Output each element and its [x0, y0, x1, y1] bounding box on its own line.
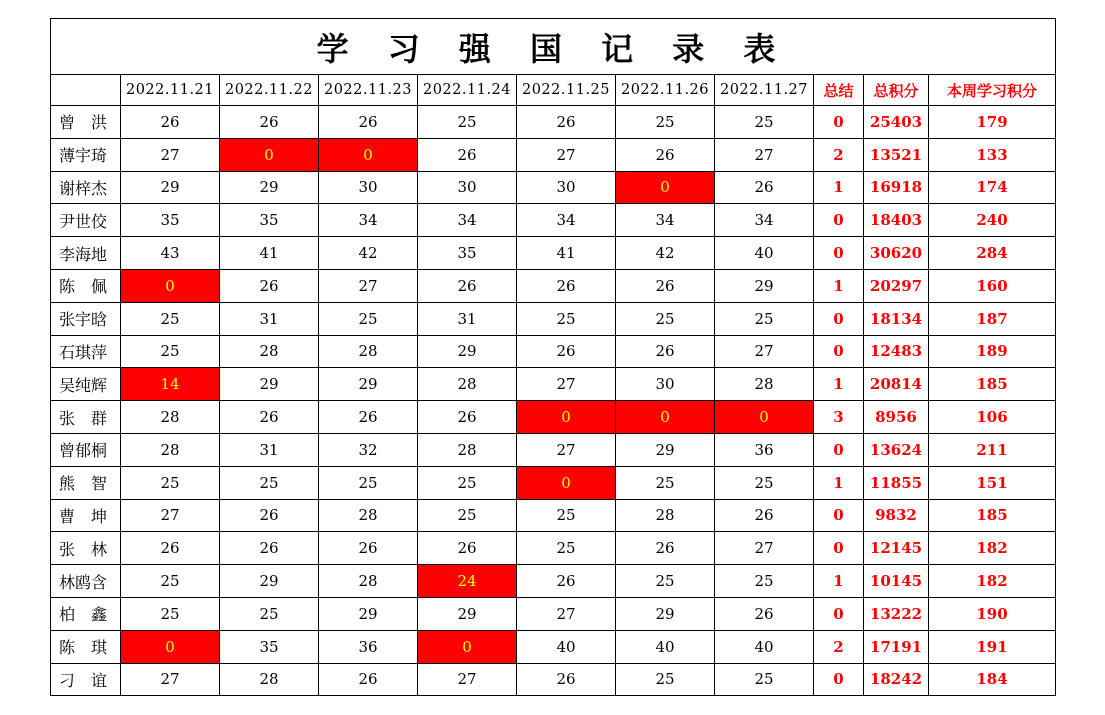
table-row: [51, 269, 1056, 302]
weekly-points-cell: 184: [929, 663, 1056, 696]
total-points-cell: 13521: [864, 138, 929, 171]
score-cell: 36: [319, 630, 418, 663]
weekly-points-cell: 240: [929, 204, 1056, 237]
total-points-cell: 13222: [864, 597, 929, 630]
total-points-cell: 11855: [864, 466, 929, 499]
score-cell: 25: [715, 302, 814, 335]
score-cell: 27: [517, 368, 616, 401]
score-cell: 26: [418, 401, 517, 434]
score-cell: 25: [616, 106, 715, 139]
score-cell-highlighted: 0: [418, 630, 517, 663]
weekly-points-cell: 160: [929, 269, 1056, 302]
score-cell: 35: [220, 204, 319, 237]
name-cell: 刁 谊: [51, 663, 121, 696]
score-cell: 26: [220, 499, 319, 532]
score-cell: 34: [715, 204, 814, 237]
score-cell: 26: [319, 106, 418, 139]
score-cell: 34: [319, 204, 418, 237]
score-cell: 31: [220, 302, 319, 335]
score-cell: 25: [517, 532, 616, 565]
score-cell: 28: [418, 433, 517, 466]
score-cell: 26: [715, 171, 814, 204]
score-cell-highlighted: 0: [715, 401, 814, 434]
score-cell: 26: [220, 401, 319, 434]
score-cell: 30: [319, 171, 418, 204]
score-cell: 27: [715, 335, 814, 368]
weekly-points-cell: 151: [929, 466, 1056, 499]
score-cell: 28: [319, 565, 418, 598]
score-cell: 31: [418, 302, 517, 335]
score-cell: 26: [319, 663, 418, 696]
score-cell: 41: [220, 237, 319, 270]
name-cell: 陈 琪: [51, 630, 121, 663]
score-cell: 26: [616, 269, 715, 302]
score-cell: 28: [319, 335, 418, 368]
score-cell: 34: [616, 204, 715, 237]
score-cell-highlighted: 0: [517, 466, 616, 499]
score-cell: 34: [418, 204, 517, 237]
record-table: [50, 18, 1056, 696]
score-cell: 40: [715, 237, 814, 270]
score-cell: 26: [517, 335, 616, 368]
score-cell: 26: [418, 269, 517, 302]
score-cell: 29: [418, 597, 517, 630]
score-cell: 42: [616, 237, 715, 270]
summary-cell: 1: [814, 565, 864, 598]
score-cell: 29: [418, 335, 517, 368]
score-cell: 25: [715, 466, 814, 499]
score-cell: 42: [319, 237, 418, 270]
table-row: [51, 302, 1056, 335]
score-cell: 28: [220, 663, 319, 696]
header-row: [51, 75, 1056, 106]
score-cell-highlighted: 24: [418, 565, 517, 598]
weekly-points-cell: 182: [929, 532, 1056, 565]
total-points-cell: 12145: [864, 532, 929, 565]
summary-cell: 1: [814, 466, 864, 499]
score-cell: 40: [616, 630, 715, 663]
score-cell: 43: [121, 237, 220, 270]
weekly-points-cell: 189: [929, 335, 1056, 368]
summary-cell: 3: [814, 401, 864, 434]
header-date-cell: 2022.11.23: [319, 75, 418, 106]
weekly-points-cell: 174: [929, 171, 1056, 204]
score-cell: 26: [517, 663, 616, 696]
score-cell: 29: [319, 597, 418, 630]
score-cell: 25: [616, 663, 715, 696]
score-cell-highlighted: 0: [616, 401, 715, 434]
score-cell: 25: [517, 499, 616, 532]
score-cell: 26: [715, 597, 814, 630]
total-points-cell: 17191: [864, 630, 929, 663]
score-cell: 25: [616, 466, 715, 499]
summary-cell: 1: [814, 269, 864, 302]
summary-cell: 0: [814, 433, 864, 466]
table-row: [51, 597, 1056, 630]
score-cell: 26: [319, 532, 418, 565]
name-cell: 石琪萍: [51, 335, 121, 368]
score-cell: 27: [517, 138, 616, 171]
table-title: 学 习 强 国 记 录 表: [51, 19, 1056, 75]
total-points-cell: 9832: [864, 499, 929, 532]
header-summary-cell: 总结: [814, 75, 864, 106]
score-cell: 26: [220, 532, 319, 565]
score-cell: 40: [517, 630, 616, 663]
table-row: [51, 466, 1056, 499]
score-cell: 30: [616, 368, 715, 401]
score-cell: 27: [517, 597, 616, 630]
total-points-cell: 18403: [864, 204, 929, 237]
total-points-cell: 18242: [864, 663, 929, 696]
name-cell: 谢梓杰: [51, 171, 121, 204]
score-cell: 26: [517, 269, 616, 302]
score-cell: 25: [319, 466, 418, 499]
score-cell: 27: [517, 433, 616, 466]
header-weekly-cell: 本周学习积分: [929, 75, 1056, 106]
total-points-cell: 12483: [864, 335, 929, 368]
weekly-points-cell: 284: [929, 237, 1056, 270]
score-cell: 25: [319, 302, 418, 335]
summary-cell: 0: [814, 302, 864, 335]
score-cell: 27: [121, 138, 220, 171]
score-cell: 28: [220, 335, 319, 368]
summary-cell: 0: [814, 237, 864, 270]
name-cell: 曾 洪: [51, 106, 121, 139]
table-row: [51, 368, 1056, 401]
header-date-cell: 2022.11.21: [121, 75, 220, 106]
total-points-cell: 10145: [864, 565, 929, 598]
score-cell: 29: [616, 433, 715, 466]
score-cell: 26: [220, 106, 319, 139]
score-cell: 31: [220, 433, 319, 466]
score-cell: 30: [517, 171, 616, 204]
name-cell: 曹 坤: [51, 499, 121, 532]
table-row: [51, 433, 1056, 466]
header-date-cell: 2022.11.24: [418, 75, 517, 106]
score-cell: 35: [220, 630, 319, 663]
score-cell-highlighted: 0: [220, 138, 319, 171]
name-cell: 陈 佩: [51, 269, 121, 302]
score-cell: 29: [220, 368, 319, 401]
weekly-points-cell: 179: [929, 106, 1056, 139]
score-cell: 26: [319, 401, 418, 434]
score-cell: 28: [121, 401, 220, 434]
score-cell: 29: [220, 565, 319, 598]
table-row: [51, 401, 1056, 434]
score-cell: 27: [121, 663, 220, 696]
weekly-points-cell: 191: [929, 630, 1056, 663]
summary-cell: 0: [814, 597, 864, 630]
weekly-points-cell: 211: [929, 433, 1056, 466]
score-cell-highlighted: 0: [517, 401, 616, 434]
score-cell: 27: [319, 269, 418, 302]
summary-cell: 2: [814, 630, 864, 663]
name-cell: 吴纯辉: [51, 368, 121, 401]
total-points-cell: 25403: [864, 106, 929, 139]
name-cell: 张宇晗: [51, 302, 121, 335]
table-row: [51, 335, 1056, 368]
weekly-points-cell: 187: [929, 302, 1056, 335]
score-cell: 27: [121, 499, 220, 532]
score-cell: 25: [121, 597, 220, 630]
score-cell: 25: [715, 663, 814, 696]
table-row: [51, 499, 1056, 532]
score-cell-highlighted: 14: [121, 368, 220, 401]
score-cell: 28: [715, 368, 814, 401]
header-name-cell: [51, 75, 121, 106]
name-cell: 张 林: [51, 532, 121, 565]
score-cell: 30: [418, 171, 517, 204]
score-cell: 29: [220, 171, 319, 204]
score-cell: 28: [418, 368, 517, 401]
weekly-points-cell: 185: [929, 499, 1056, 532]
total-points-cell: 30620: [864, 237, 929, 270]
score-cell: 26: [715, 499, 814, 532]
score-cell: 25: [616, 302, 715, 335]
name-cell: 薄宇琦: [51, 138, 121, 171]
table-row: [51, 138, 1056, 171]
score-cell-highlighted: 0: [121, 630, 220, 663]
name-cell: 张 群: [51, 401, 121, 434]
score-cell: 26: [616, 138, 715, 171]
score-cell: 28: [121, 433, 220, 466]
summary-cell: 0: [814, 335, 864, 368]
weekly-points-cell: 106: [929, 401, 1056, 434]
score-cell: 27: [715, 138, 814, 171]
score-cell: 25: [121, 335, 220, 368]
header-total-cell: 总积分: [864, 75, 929, 106]
total-points-cell: 20814: [864, 368, 929, 401]
table-row: [51, 237, 1056, 270]
score-cell: 25: [418, 466, 517, 499]
score-cell: 35: [121, 204, 220, 237]
score-cell: 26: [517, 565, 616, 598]
score-cell: 26: [616, 335, 715, 368]
score-cell: 41: [517, 237, 616, 270]
total-points-cell: 13624: [864, 433, 929, 466]
score-cell: 25: [715, 106, 814, 139]
score-cell: 25: [121, 565, 220, 598]
summary-cell: 2: [814, 138, 864, 171]
score-cell: 29: [121, 171, 220, 204]
score-cell-highlighted: 0: [121, 269, 220, 302]
score-cell: 25: [418, 106, 517, 139]
score-cell-highlighted: 0: [319, 138, 418, 171]
score-cell: 28: [319, 499, 418, 532]
summary-cell: 0: [814, 106, 864, 139]
table-row: [51, 565, 1056, 598]
table-row: [51, 630, 1056, 663]
header-date-cell: 2022.11.26: [616, 75, 715, 106]
score-cell: 36: [715, 433, 814, 466]
header-date-cell: 2022.11.22: [220, 75, 319, 106]
summary-cell: 1: [814, 171, 864, 204]
score-cell: 25: [220, 466, 319, 499]
weekly-points-cell: 182: [929, 565, 1056, 598]
summary-cell: 1: [814, 368, 864, 401]
header-date-cell: 2022.11.27: [715, 75, 814, 106]
name-cell: 柏 鑫: [51, 597, 121, 630]
total-points-cell: 20297: [864, 269, 929, 302]
score-cell: 25: [616, 565, 715, 598]
table-row: [51, 171, 1056, 204]
score-cell: 26: [121, 532, 220, 565]
score-cell: 26: [616, 532, 715, 565]
name-cell: 林鸥含: [51, 565, 121, 598]
score-cell: 27: [715, 532, 814, 565]
score-cell: 25: [121, 302, 220, 335]
score-cell: 32: [319, 433, 418, 466]
name-cell: 曾郁桐: [51, 433, 121, 466]
table-row: [51, 532, 1056, 565]
score-cell: 25: [121, 466, 220, 499]
total-points-cell: 16918: [864, 171, 929, 204]
weekly-points-cell: 190: [929, 597, 1056, 630]
table-row: [51, 663, 1056, 696]
score-cell: 26: [121, 106, 220, 139]
name-cell: 尹世佼: [51, 204, 121, 237]
table-row: [51, 106, 1056, 139]
summary-cell: 0: [814, 204, 864, 237]
summary-cell: 0: [814, 499, 864, 532]
weekly-points-cell: 185: [929, 368, 1056, 401]
score-cell: 29: [715, 269, 814, 302]
score-cell: 28: [616, 499, 715, 532]
header-date-cell: 2022.11.25: [517, 75, 616, 106]
score-cell: 25: [715, 565, 814, 598]
score-cell: 25: [220, 597, 319, 630]
score-cell: 26: [517, 106, 616, 139]
score-cell: 25: [418, 499, 517, 532]
score-cell: 26: [220, 269, 319, 302]
score-cell: 25: [517, 302, 616, 335]
score-cell: 40: [715, 630, 814, 663]
total-points-cell: 18134: [864, 302, 929, 335]
table-row: [51, 204, 1056, 237]
score-cell-highlighted: 0: [616, 171, 715, 204]
weekly-points-cell: 133: [929, 138, 1056, 171]
score-cell: 35: [418, 237, 517, 270]
score-cell: 26: [418, 138, 517, 171]
score-cell: 26: [418, 532, 517, 565]
score-cell: 27: [418, 663, 517, 696]
score-cell: 29: [616, 597, 715, 630]
score-cell: 34: [517, 204, 616, 237]
summary-cell: 0: [814, 532, 864, 565]
total-points-cell: 8956: [864, 401, 929, 434]
summary-cell: 0: [814, 663, 864, 696]
name-cell: 熊 智: [51, 466, 121, 499]
name-cell: 李海地: [51, 237, 121, 270]
score-cell: 29: [319, 368, 418, 401]
